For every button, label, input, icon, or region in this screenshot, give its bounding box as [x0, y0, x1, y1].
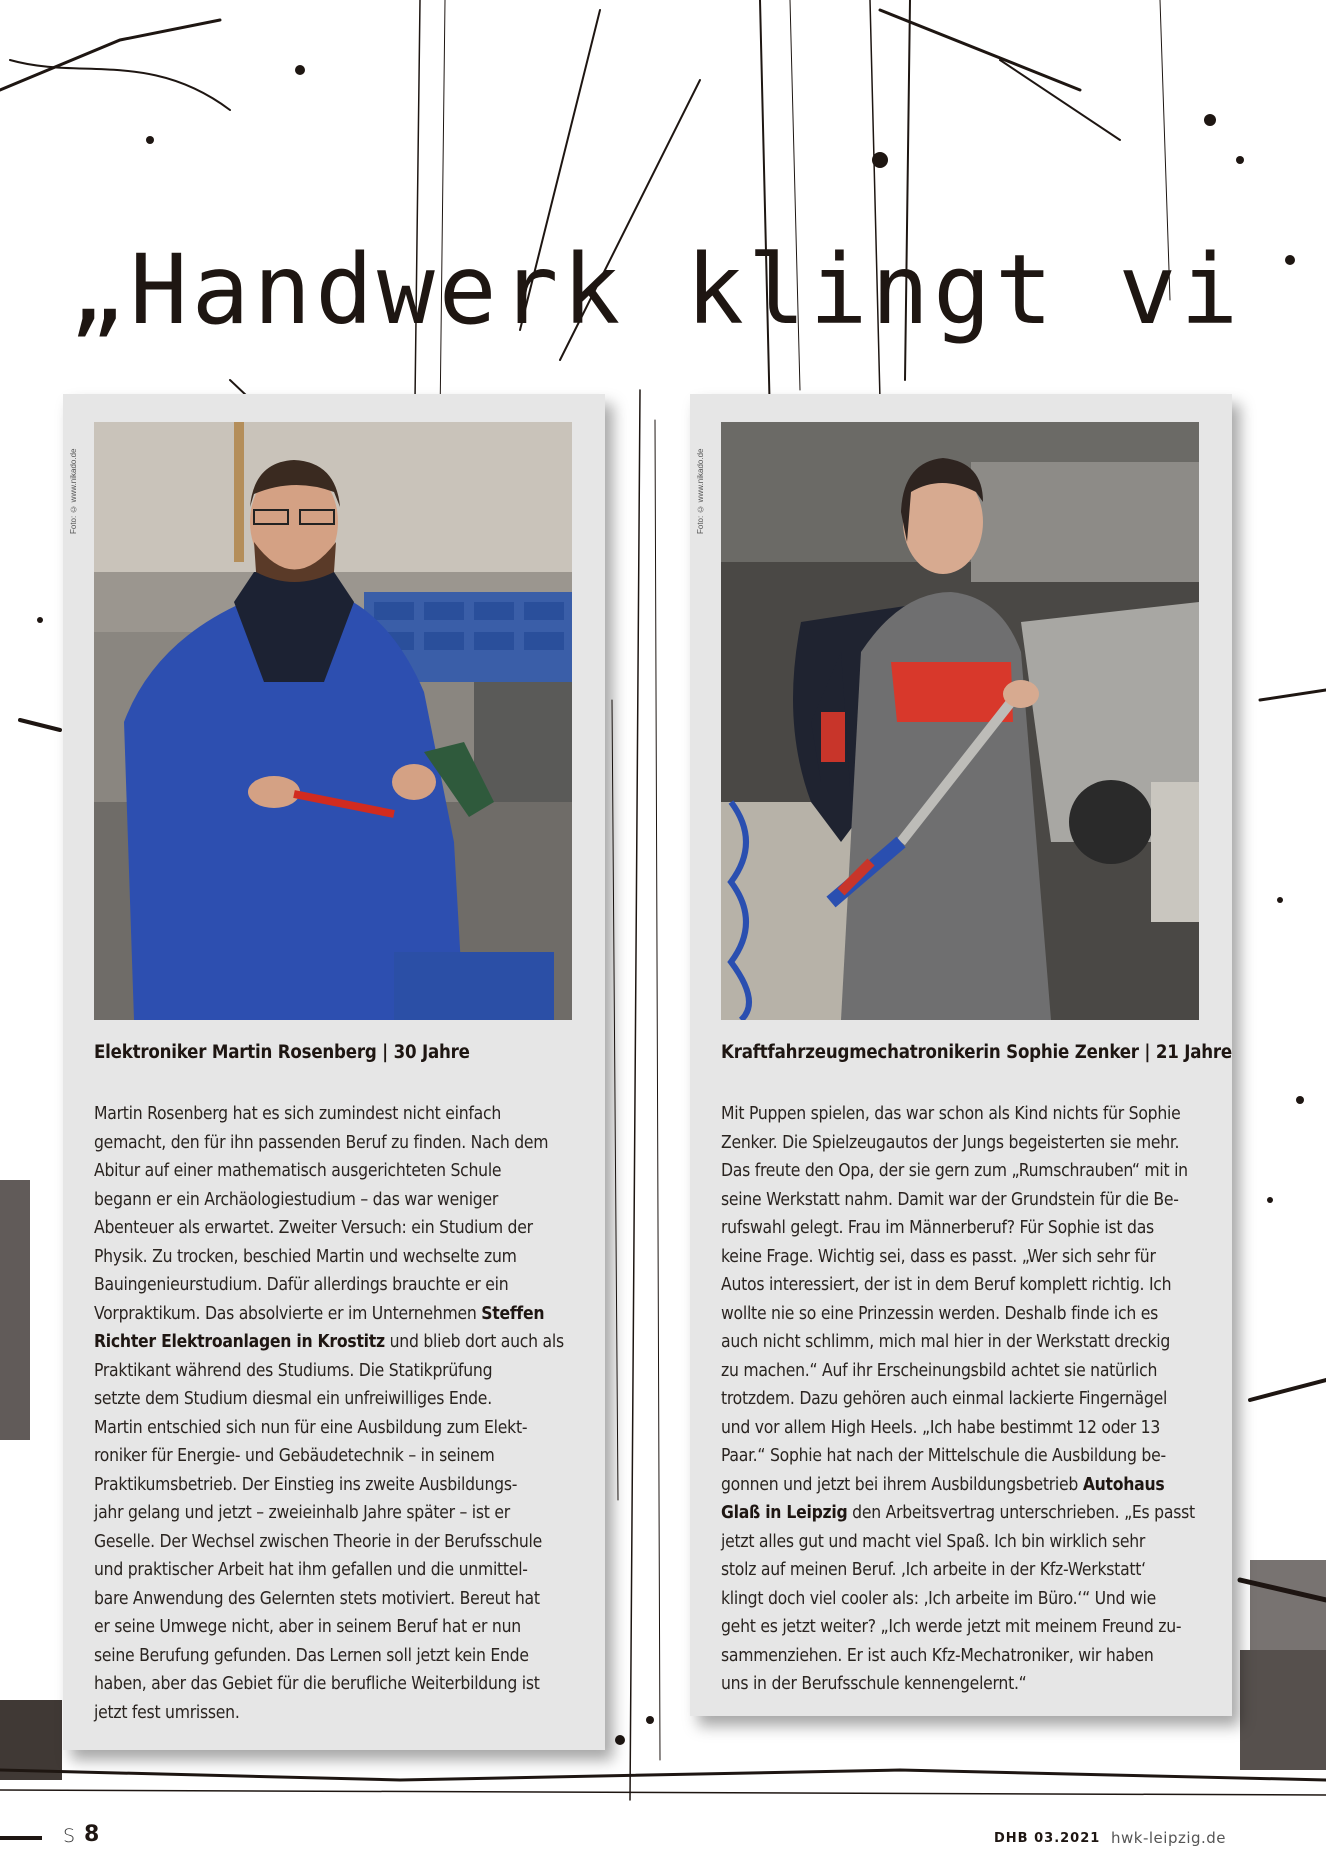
photo-credit: Foto: © www.nikado.de	[69, 448, 78, 534]
profile-title: Elektroniker Martin Rosenberg | 30 Jahre	[94, 1042, 470, 1063]
body-line: trotzdem. Dazu gehören auch einmal lackierte Fingernägel	[721, 1389, 1168, 1409]
body-line: Zenker. Die Spielzeugautos der Jungs begeisterten sie mehr.	[721, 1132, 1180, 1153]
body-line: keine Frage. Wichtig sei, dass es passt. „Wer sich sehr für	[721, 1246, 1156, 1267]
body-line: Geselle. Der Wechsel zwischen Theorie in der Berufsschule	[94, 1531, 543, 1552]
company-name-bold: Autohaus	[1082, 1474, 1165, 1495]
body-line: und praktischer Arbeit hat ihm gefallen und die unmittel-	[94, 1560, 528, 1580]
body-line: Richter Elektroanlagen in Krostitz und blieb dort auch als	[94, 1332, 564, 1352]
profile-card-sophie	[690, 394, 1232, 1716]
body-line: setzte dem Studium diesmal ein unfreiwilliges Ende.	[94, 1389, 492, 1409]
body-line: rufswahl gelegt. Frau im Männerberuf? Für Sophie ist das	[721, 1218, 1154, 1238]
body-line: Mit Puppen spielen, das war schon als Kind nichts für Sophie	[721, 1104, 1181, 1124]
body-line: Das freute den Opa, der sie gern zum „Rumschrauben“ mit in	[721, 1161, 1188, 1181]
body-line: Autos interessiert, der ist in dem Beruf komplett richtig. Ich	[721, 1275, 1172, 1295]
body-line: er seine Umwege nicht, aber in seinem Beruf hat er nun	[94, 1617, 521, 1637]
body-line: klingt doch viel cooler als: ‚Ich arbeite im Büro.‘“ Und wie	[721, 1588, 1156, 1609]
body-line: Martin entschied sich nun für eine Ausbildung zum Elekt-	[94, 1417, 528, 1438]
body-line: gonnen und jetzt bei ihrem Ausbildungsbetrieb Autohaus	[721, 1474, 1165, 1495]
photo-illustration	[721, 422, 1199, 1020]
company-name-bold: Glaß in Leipzig	[721, 1503, 848, 1523]
body-line: Vorpraktikum. Das absolvierte er im Unternehmen Steffen	[94, 1303, 545, 1324]
issue-label: DHB 03.2021	[994, 1831, 1101, 1846]
photo-illustration	[94, 422, 572, 1020]
portrait-photo-sophie	[721, 422, 1199, 1020]
website-url: hwk-leipzig.de	[1111, 1829, 1227, 1847]
body-line: geht es jetzt weiter? „Ich werde jetzt mit meinem Freund zu-	[721, 1617, 1182, 1637]
body-line: uns in der Berufsschule kennengelernt.“	[721, 1674, 1027, 1694]
body-line: wollte nie so eine Prinzessin werden. Deshalb finde ich es	[721, 1303, 1159, 1324]
page-number: 8	[84, 1822, 100, 1847]
body-line: jetzt fest umrissen.	[94, 1702, 240, 1723]
body-line: seine Werkstatt nahm. Damit war der Grundstein für die Be-	[721, 1189, 1179, 1210]
body-line: Abenteuer als erwartet. Zweiter Versuch: ein Studium der	[94, 1218, 533, 1238]
body-line: stolz auf meinen Beruf. ‚Ich arbeite in der Kfz-Werkstatt‘	[721, 1560, 1146, 1580]
photo-credit: Foto: © www.nikado.de	[696, 448, 705, 534]
profile-body-text	[721, 1100, 1211, 1699]
footer-section-letter: S	[63, 1825, 76, 1847]
body-line: begann er ein Archäologiestudium – das war weniger	[94, 1189, 499, 1210]
body-line: auch nicht schlimm, mich mal hier in der Werkstatt dreckig	[721, 1332, 1171, 1352]
body-line: Abitur auf einer mathematisch ausgerichteten Schule	[94, 1161, 502, 1181]
body-line: Praktikumsbetrieb. Der Einstieg ins zweite Ausbildungs-	[94, 1474, 518, 1495]
body-line: zu machen.“ Auf ihr Erscheinungsbild achtet sie natürlich	[721, 1360, 1158, 1381]
body-line: Martin Rosenberg hat es sich zumindest nicht einfach	[94, 1104, 502, 1124]
profile-body-text	[94, 1100, 584, 1727]
page-headline: „Handwerk klingt vi	[68, 234, 1243, 346]
body-line: jahr gelang und jetzt – zweieinhalb Jahre später – ist er	[94, 1503, 510, 1523]
body-line: roniker für Energie- und Gebäudetechnik – in seinem	[94, 1446, 495, 1466]
body-line: Glaß in Leipzig den Arbeitsvertrag unterschrieben. „Es passt	[721, 1503, 1195, 1523]
company-name-bold: Richter Elektroanlagen in Krostitz	[94, 1332, 385, 1352]
body-line: gemacht, den für ihn passenden Beruf zu finden. Nach dem	[94, 1132, 549, 1153]
company-name-bold: Steffen	[481, 1303, 545, 1324]
body-line: Bauingenieurstudium. Dafür allerdings brauchte er ein	[94, 1275, 509, 1295]
body-line: haben, aber das Gebiet für die berufliche Weiterbildung ist	[94, 1674, 540, 1694]
portrait-photo-martin	[94, 422, 572, 1020]
profile-title: Kraftfahrzeugmechatronikerin Sophie Zenker | 21 Jahre	[721, 1042, 1232, 1063]
body-line: Physik. Zu trocken, beschied Martin und wechselte zum	[94, 1246, 517, 1267]
body-line: sammenziehen. Er ist auch Kfz-Mechatroniker, wir haben	[721, 1645, 1154, 1666]
body-line: Praktikant während des Studiums. Die Statikprüfung	[94, 1360, 493, 1381]
body-line: Paar.“ Sophie hat nach der Mittelschule die Ausbildung be-	[721, 1446, 1166, 1466]
body-line: bare Anwendung des Gelernten stets motiviert. Bereut hat	[94, 1588, 540, 1609]
body-line: jetzt alles gut und macht viel Spaß. Ich bin wirklich sehr	[721, 1531, 1146, 1552]
body-line: und vor allem High Heels. „Ich habe bestimmt 12 oder 13	[721, 1417, 1161, 1438]
body-line: seine Berufung gefunden. Das Lernen soll jetzt kein Ende	[94, 1645, 529, 1666]
footer-rule	[0, 1836, 42, 1840]
profile-card-martin	[63, 394, 605, 1750]
